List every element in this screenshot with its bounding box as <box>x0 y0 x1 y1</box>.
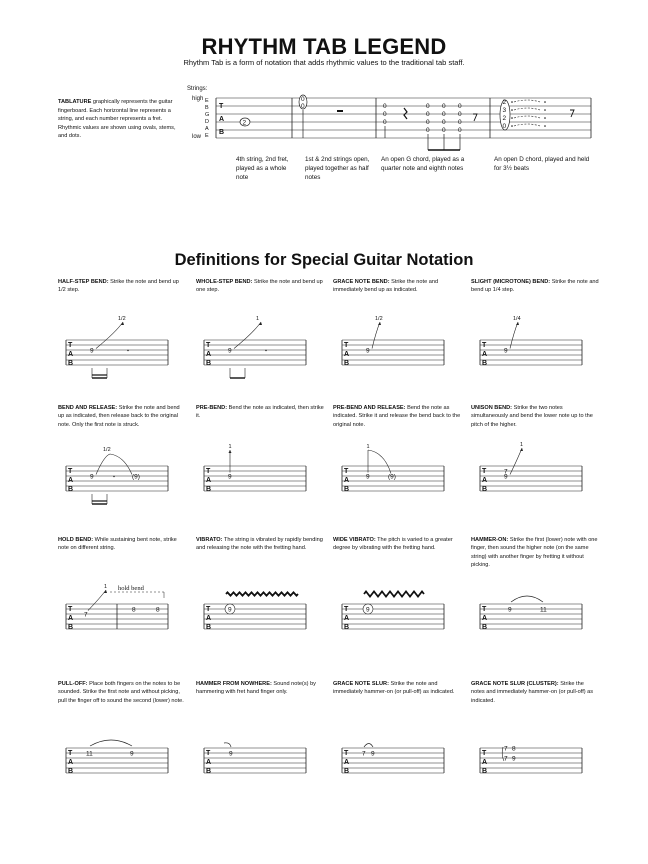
tab-letter: T <box>482 750 487 757</box>
tab-letter: B <box>68 486 74 493</box>
high-label: high <box>192 96 204 102</box>
tab-letter: B <box>344 360 350 367</box>
fret-number: 9 <box>366 606 370 614</box>
low-label: low <box>192 134 202 140</box>
definition-pre-bend-and-release: PRE-BEND AND RELEASE: Bend the note as indicated. Strike it and release the bend back to the original note. <box>333 405 461 428</box>
svg-text:0: 0 <box>426 111 430 118</box>
tab-staff <box>480 316 582 367</box>
page-title: RHYTHM TAB LEGEND <box>201 34 447 59</box>
string-letter: B <box>205 105 209 111</box>
tab-letter: T <box>219 103 224 110</box>
tab-letter: A <box>206 615 212 622</box>
tab-staff <box>480 596 582 631</box>
fret-number: 7 <box>84 611 88 619</box>
svg-text:0: 0 <box>458 119 462 126</box>
fret-number: 9 <box>228 606 232 614</box>
tab-letter: A <box>482 351 488 358</box>
tab-letter: B <box>68 360 74 367</box>
fret-number: 0 <box>383 111 387 118</box>
tab-letter: B <box>344 486 350 493</box>
tab-letter: T <box>206 606 211 613</box>
string-letter: E <box>205 98 209 104</box>
tab-letter: A <box>482 477 488 484</box>
tab-letter: B <box>482 360 488 367</box>
bend-amount-label: 1 <box>104 584 108 590</box>
definition-pull-off: PULL-OFF: Place both fingers on the notes to be sounded. Strike the first note and without picking, pull the finger off to sound the second (lower) note. <box>58 681 184 704</box>
tab-staff <box>204 743 306 775</box>
bend-amount-label: 1/4 <box>513 316 521 322</box>
fret-number: 0 <box>502 123 507 130</box>
definition-unison-bend: UNISON BEND: Strike the two notes simultaneously and bend the lower note up to the pitch of the higher. <box>471 405 593 428</box>
fret-number: 9 <box>366 473 370 481</box>
bend-amount-label: 1 <box>256 316 260 322</box>
tab-letter: T <box>344 606 349 613</box>
tab-letter: B <box>68 768 74 775</box>
caption-whole-note: 4th string, 2nd fret, played as a whole note <box>236 156 289 181</box>
rhythm-tab-staff <box>205 95 591 150</box>
bend-amount-label: 1 <box>228 444 232 450</box>
fret-number: 8 <box>132 606 136 614</box>
tab-letter: B <box>206 360 212 367</box>
svg-text:0: 0 <box>442 111 446 118</box>
tab-letter: A <box>344 351 350 358</box>
tab-staff <box>66 740 168 775</box>
fret-number: 9 <box>228 473 232 481</box>
fret-number: 2 <box>242 119 247 127</box>
definition-grace-note-bend: GRACE NOTE BEND: Strike the note and immediately bend up as indicated. <box>333 279 439 294</box>
bend-amount-label: 1/2 <box>375 316 383 322</box>
tab-letter: A <box>206 759 212 766</box>
fret-number: 0 <box>383 103 387 110</box>
tab-letter: T <box>68 750 73 757</box>
bend-amount-label: 1 <box>520 442 524 448</box>
definition-pre-bend: PRE-BEND: Bend the note as indicated, then strike it. <box>196 405 324 420</box>
tab-letter: B <box>482 624 488 631</box>
tab-staff <box>480 442 582 493</box>
tab-letter: B <box>206 486 212 493</box>
tab-staff <box>342 444 444 493</box>
tab-letter: T <box>344 468 349 475</box>
fret-number: 7 <box>504 755 508 763</box>
fret-number: 9 <box>366 347 370 355</box>
fret-number: 9 <box>228 347 232 355</box>
strings-label: Strings: <box>187 86 208 92</box>
page-subtitle: Rhythm Tab is a form of notation that adds rhythmic values to the traditional tab staff. <box>183 58 465 67</box>
definition-hammer-on: HAMMER-ON: Strike the first (lower) note with one finger, then sound the higher note (on the same string) with another finger by fretting it without picking. <box>471 537 598 569</box>
definition-hammer-from-nowhere: HAMMER FROM NOWHERE: Sound note(s) by hammering with fret hand finger only. <box>196 681 316 696</box>
string-letter: D <box>205 119 209 125</box>
bend-amount-label: 1/2 <box>118 316 126 322</box>
tab-staff <box>342 316 444 367</box>
tab-staff <box>204 444 306 493</box>
tab-letter: T <box>68 468 73 475</box>
tab-letter: A <box>482 759 488 766</box>
definition-hold-bend: HOLD BEND: While sustaining bent note, strike note on different string. <box>58 537 177 552</box>
svg-text:0: 0 <box>426 119 430 126</box>
fret-number: 0 <box>301 96 305 103</box>
tab-letter: A <box>482 615 488 622</box>
svg-text:0: 0 <box>426 127 430 134</box>
string-letter: E <box>205 133 209 139</box>
tab-letter: A <box>68 351 74 358</box>
tab-letter: B <box>482 768 488 775</box>
caption-g-chord: An open G chord, played as a quarter note and eighth notes <box>381 156 465 172</box>
special-notation-heading: Definitions for Special Guitar Notation <box>174 251 474 269</box>
tab-letter: T <box>206 750 211 757</box>
fret-number: 8 <box>156 606 160 614</box>
tab-letter: A <box>68 759 74 766</box>
tab-letter: A <box>206 477 212 484</box>
fret-number: 9 <box>508 606 512 614</box>
tab-letter: B <box>482 486 488 493</box>
svg-text:0: 0 <box>442 119 446 126</box>
fret-number: 11 <box>540 606 547 614</box>
fret-number: 9 <box>130 750 134 758</box>
svg-text:0: 0 <box>442 103 446 110</box>
tab-letter: A <box>344 759 350 766</box>
tablature-text: graphically represents the guitar fingerboard. Each horizontal line represents a string, and each number represents a fret. Rhythmic values are shown using ovals, stems, and dots. <box>58 99 176 140</box>
tab-letter: B <box>344 624 350 631</box>
fret-number: 0 <box>301 103 305 110</box>
tab-letter: A <box>219 116 225 123</box>
tab-letter: B <box>206 768 212 775</box>
bend-amount-label: 1/2 <box>103 447 111 453</box>
tab-letter: B <box>219 129 225 136</box>
svg-text:0: 0 <box>426 103 430 110</box>
tab-letter: B <box>68 624 74 631</box>
tab-letter: T <box>482 468 487 475</box>
tab-letter: B <box>344 768 350 775</box>
fret-number: 11 <box>86 750 93 758</box>
fret-number: 9 <box>504 473 508 481</box>
fret-number: 8 <box>512 745 516 753</box>
tab-letter: A <box>68 615 74 622</box>
fret-number: (9) <box>132 473 140 481</box>
fret-number: 9 <box>90 347 94 355</box>
tab-letter: T <box>344 750 349 757</box>
tab-letter: T <box>482 606 487 613</box>
fret-number: 3 <box>502 107 507 114</box>
tab-staff <box>342 591 444 631</box>
fret-number: 9 <box>512 755 516 763</box>
fret-number: 0 <box>383 119 387 126</box>
tab-staff <box>66 584 168 631</box>
svg-text:0: 0 <box>458 127 462 134</box>
definition-half-step-bend: HALF-STEP BEND: Strike the note and bend up 1/2 step. <box>58 279 179 294</box>
bend-amount-label: 1 <box>366 444 370 450</box>
tab-letter: A <box>206 351 212 358</box>
caption-half-notes: 1st & 2nd strings open, played together as half notes <box>305 156 370 181</box>
tab-letter: B <box>206 624 212 631</box>
fret-number: 2 <box>502 115 507 122</box>
fret-number: 7 <box>362 750 366 758</box>
definition-slight-bend: SLIGHT (MICROTONE) BEND: Strike the note and bend up 1/4 step. <box>471 279 599 294</box>
tab-letter: A <box>344 477 350 484</box>
fret-number: 9 <box>90 473 94 481</box>
g-chord <box>383 103 477 150</box>
tab-letter: T <box>206 468 211 475</box>
fret-number: 9 <box>504 347 508 355</box>
string-letter: G <box>205 112 210 118</box>
definition-wide-vibrato: WIDE VIBRATO: The pitch is varied to a greater degree by vibrating with the fretting hand. <box>333 537 453 552</box>
tab-letter: T <box>68 606 73 613</box>
tab-letter: T <box>344 342 349 349</box>
tab-staff <box>204 316 306 378</box>
caption-d-chord: An open D chord, played and held for 3½ beats <box>494 156 590 172</box>
tab-letter: T <box>206 342 211 349</box>
definition-bend-and-release: BEND AND RELEASE: Strike the note and bend up as indicated, then release back to the original note. Only the first note is struck. <box>58 405 180 428</box>
d-chord <box>500 99 574 130</box>
hold-bend-label: hold bend <box>118 585 144 592</box>
fret-number: (9) <box>388 473 396 481</box>
tab-staff <box>66 316 168 378</box>
definition-grace-note-slur-cluster: GRACE NOTE SLUR (CLUSTER): Strike the notes and immediately hammer-on (or pull-off) as indicated. <box>471 681 594 704</box>
definition-grace-note-slur: GRACE NOTE SLUR: Strike the note and immediately hammer-on (or pull-off) as indicated. <box>333 681 455 696</box>
svg-text:0: 0 <box>458 103 462 110</box>
tab-letter: A <box>344 615 350 622</box>
tab-staff <box>480 746 582 776</box>
string-letter: A <box>205 126 209 132</box>
fret-number: 7 <box>504 745 508 753</box>
tablature-term: TABLATURE <box>58 99 92 105</box>
definition-whole-step-bend: WHOLE-STEP BEND: Strike the note and bend up one step. <box>196 279 323 294</box>
tab-staff <box>66 447 168 504</box>
fret-number: 2 <box>502 99 507 106</box>
fret-number: 9 <box>371 750 375 758</box>
svg-text:0: 0 <box>442 127 446 134</box>
tab-letter: T <box>482 342 487 349</box>
tab-staff <box>204 592 306 631</box>
svg-text:0: 0 <box>458 111 462 118</box>
tab-staff <box>342 744 444 776</box>
tab-letter: T <box>68 342 73 349</box>
fret-number: 9 <box>229 750 233 758</box>
fret-number: 7 <box>504 468 508 476</box>
tab-letter: A <box>68 477 74 484</box>
definition-vibrato: VIBRATO: The string is vibrated by rapidly bending and releasing the note with the fretting hand. <box>196 537 323 552</box>
